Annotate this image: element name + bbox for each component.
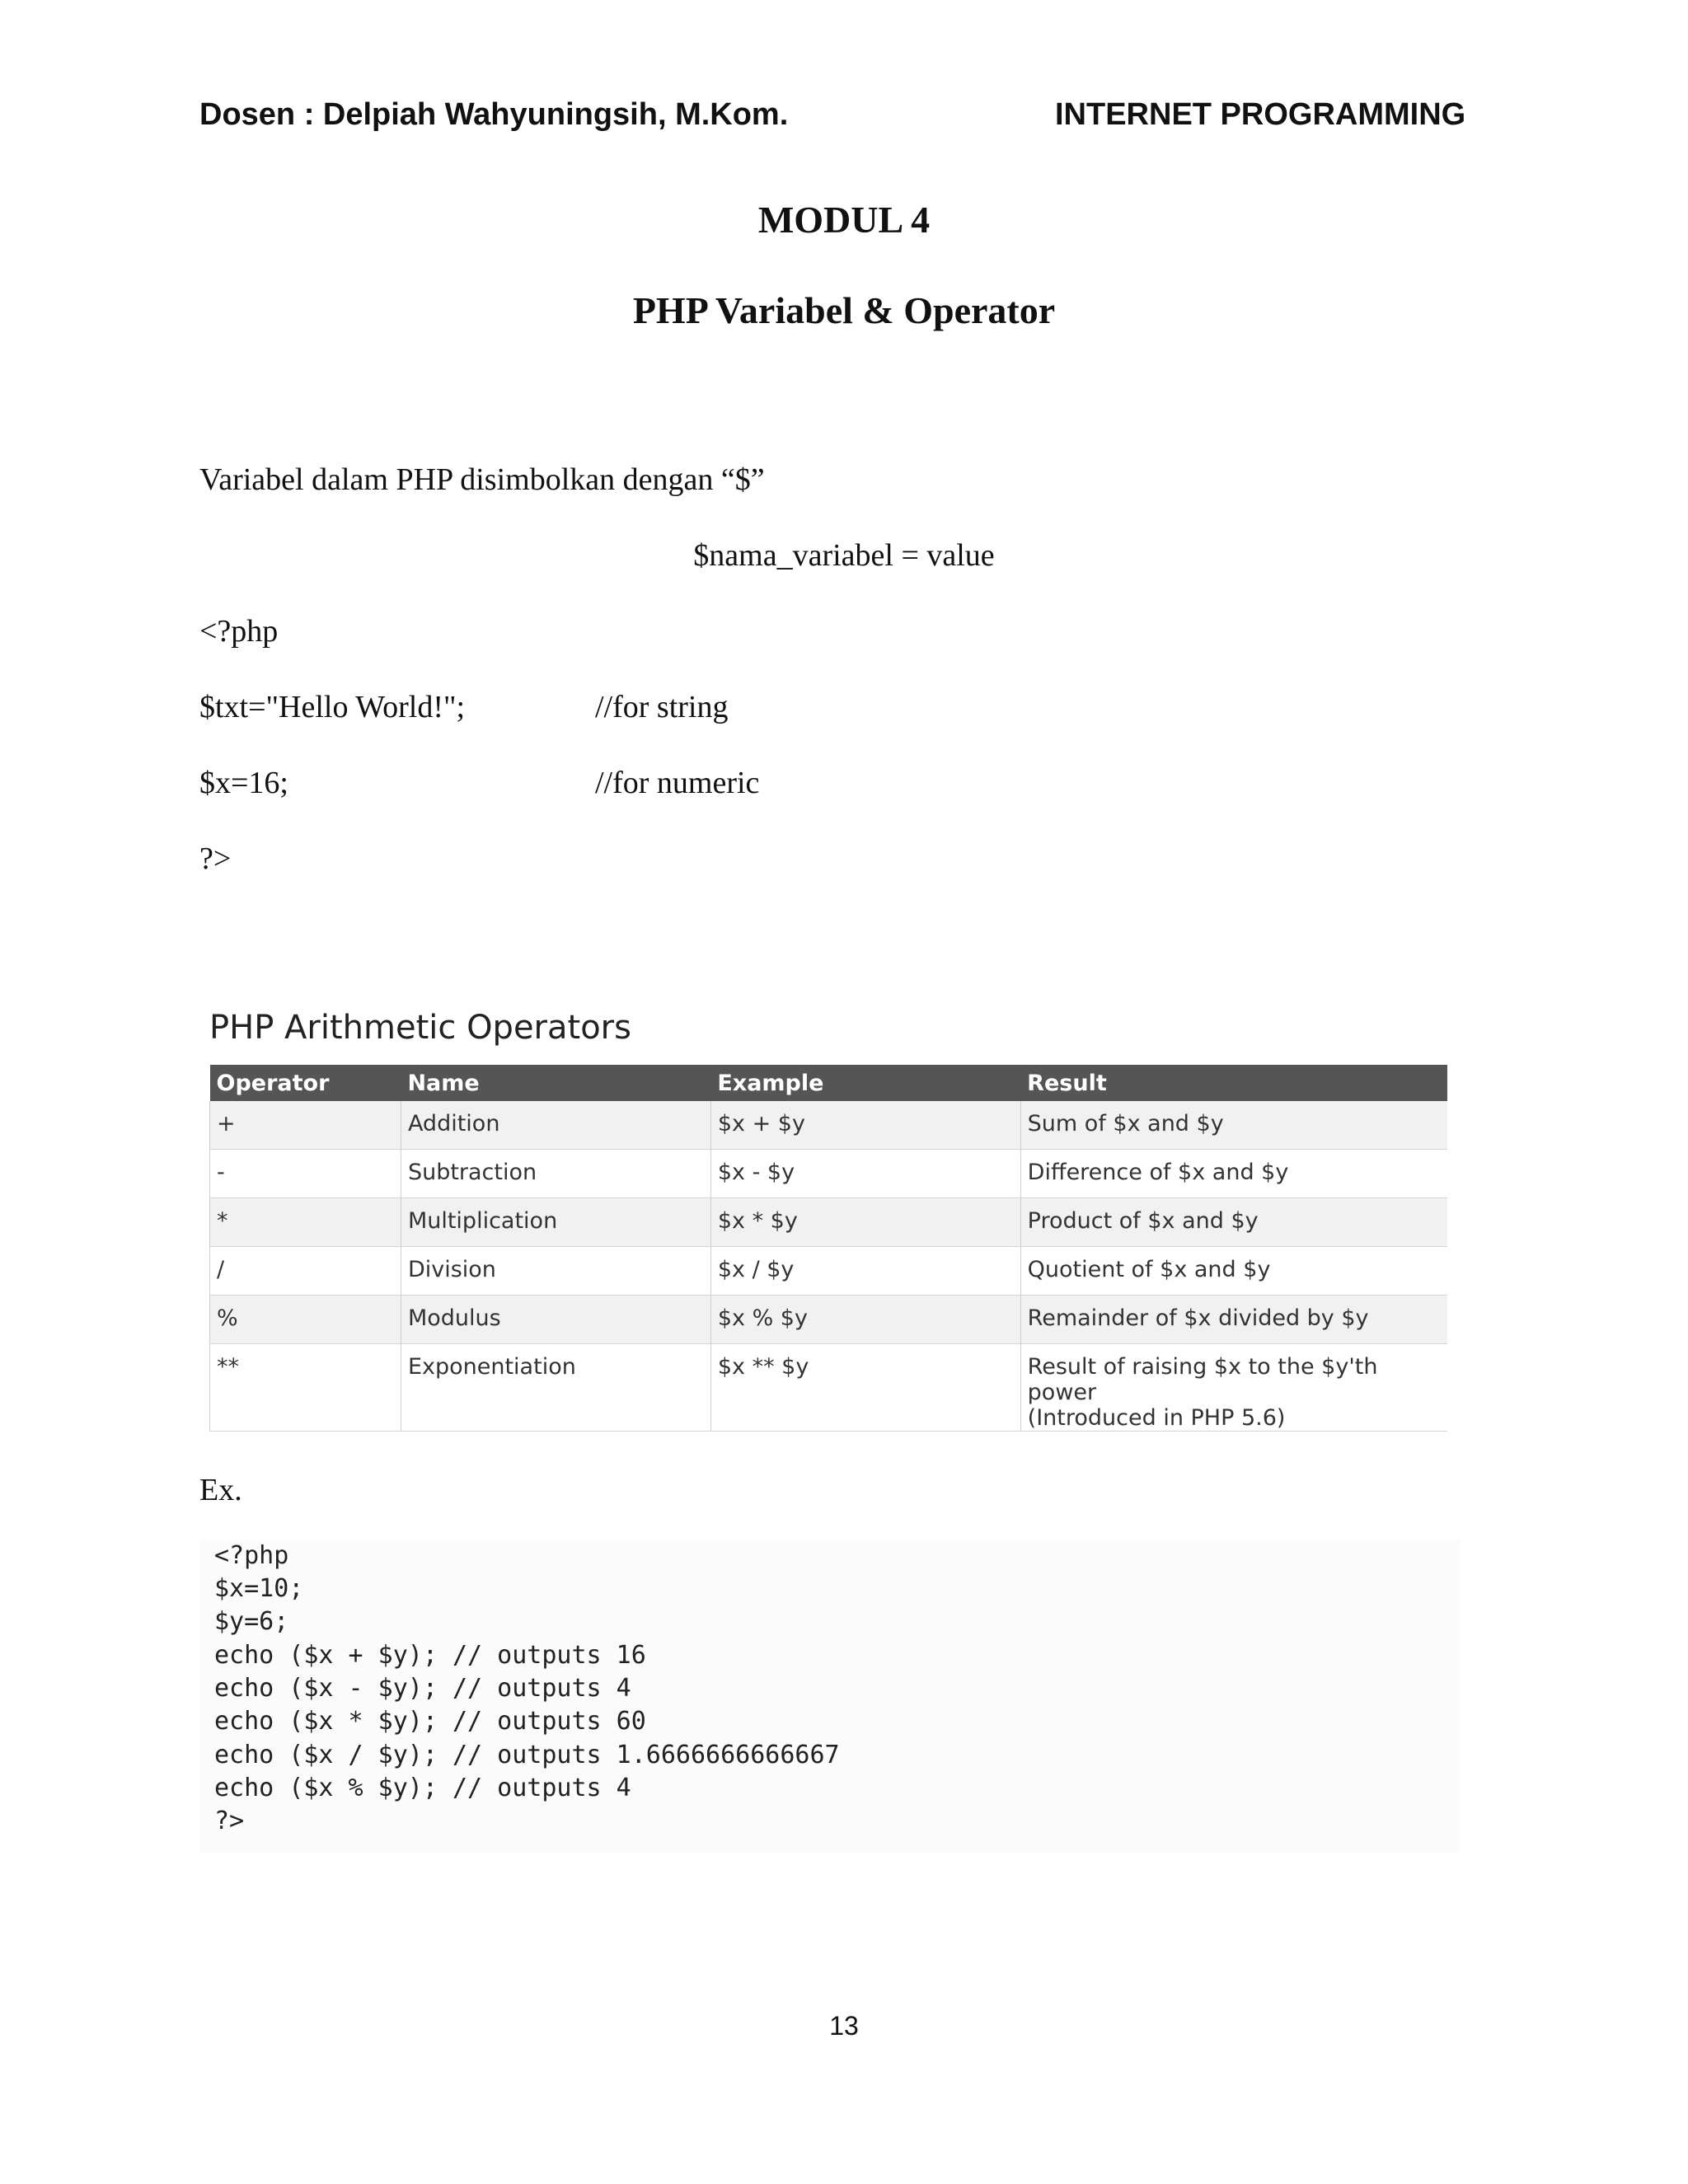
code-line: <?php bbox=[214, 1541, 289, 1570]
code-line: $y=6; bbox=[214, 1607, 289, 1636]
table-row bbox=[210, 1150, 1448, 1198]
table-row bbox=[210, 1198, 1448, 1247]
result-cell bbox=[1020, 1344, 1447, 1432]
module-subtitle: PHP Variabel & Operator bbox=[632, 289, 1056, 331]
table-row bbox=[210, 1296, 1448, 1344]
name-cell: Division bbox=[401, 1247, 710, 1296]
example-cell: $x % $y bbox=[710, 1296, 1020, 1344]
result-cell: Quotient of $x and $y bbox=[1020, 1247, 1447, 1296]
result-cell: Product of $x and $y bbox=[1020, 1198, 1447, 1247]
operator-cell: + bbox=[210, 1101, 401, 1150]
header-result: Result bbox=[1020, 1065, 1447, 1101]
result-cell: Sum of $x and $y bbox=[1020, 1101, 1447, 1150]
code-line: echo ($x * $y); // outputs 60 bbox=[214, 1707, 646, 1736]
php-close-tag: ?> bbox=[199, 841, 232, 876]
code-line-string: $txt="Hello World!"; bbox=[199, 690, 466, 724]
operator-cell: ** bbox=[210, 1344, 401, 1432]
example-cell: $x - $y bbox=[710, 1150, 1020, 1198]
header-example: Example bbox=[710, 1065, 1020, 1101]
result-cell: Remainder of $x divided by $y bbox=[1020, 1296, 1447, 1344]
example-label: Ex. bbox=[199, 1473, 242, 1507]
code-line: echo ($x - $y); // outputs 4 bbox=[214, 1674, 631, 1703]
result-note: (Introduced in PHP 5.6) bbox=[1027, 1405, 1286, 1431]
operators-table-title: PHP Arithmetic Operators bbox=[209, 1009, 631, 1047]
code-line: echo ($x + $y); // outputs 16 bbox=[214, 1641, 646, 1670]
operators-table bbox=[209, 1065, 1447, 1432]
operator-cell: % bbox=[210, 1296, 401, 1344]
header-name: Name bbox=[401, 1065, 710, 1101]
operator-cell: * bbox=[210, 1198, 401, 1247]
header-operator: Operator bbox=[210, 1065, 401, 1101]
comment-numeric: //for numeric bbox=[595, 766, 760, 800]
name-cell: Modulus bbox=[401, 1296, 710, 1344]
code-line: echo ($x / $y); // outputs 1.6666666666667 bbox=[214, 1741, 840, 1769]
php-open-tag: <?php bbox=[199, 614, 279, 649]
name-cell: Subtraction bbox=[401, 1150, 710, 1198]
course-title: INTERNET PROGRAMMING bbox=[1055, 97, 1466, 132]
page-number: 13 bbox=[829, 2011, 859, 2041]
module-title: MODUL 4 bbox=[757, 199, 931, 241]
example-cell: $x ** $y bbox=[710, 1344, 1020, 1432]
result-text: Result of raising $x to the $y'th power bbox=[1027, 1354, 1378, 1405]
comment-string: //for string bbox=[595, 690, 729, 724]
example-cell: $x + $y bbox=[710, 1101, 1020, 1150]
code-line: $x=10; bbox=[214, 1574, 304, 1603]
result-cell: Difference of $x and $y bbox=[1020, 1150, 1447, 1198]
name-cell: Multiplication bbox=[401, 1198, 710, 1247]
operator-cell: / bbox=[210, 1247, 401, 1296]
code-example bbox=[199, 1540, 1461, 1853]
code-line-numeric: $x=16; bbox=[199, 766, 288, 800]
table-row bbox=[210, 1344, 1448, 1432]
variable-syntax: $nama_variabel = value bbox=[693, 538, 995, 573]
example-cell: $x / $y bbox=[710, 1247, 1020, 1296]
operator-cell: - bbox=[210, 1150, 401, 1198]
code-line: echo ($x % $y); // outputs 4 bbox=[214, 1774, 631, 1802]
intro-text: Variabel dalam PHP disimbolkan dengan “$” bbox=[199, 462, 765, 497]
code-line: ?> bbox=[214, 1807, 245, 1835]
table-row bbox=[210, 1247, 1448, 1296]
name-cell: Exponentiation bbox=[401, 1344, 710, 1432]
table-header-row bbox=[210, 1065, 1448, 1101]
table-row bbox=[210, 1101, 1448, 1150]
example-cell: $x * $y bbox=[710, 1198, 1020, 1247]
lecturer-name: Dosen : Delpiah Wahyuningsih, M.Kom. bbox=[199, 97, 789, 132]
name-cell: Addition bbox=[401, 1101, 710, 1150]
